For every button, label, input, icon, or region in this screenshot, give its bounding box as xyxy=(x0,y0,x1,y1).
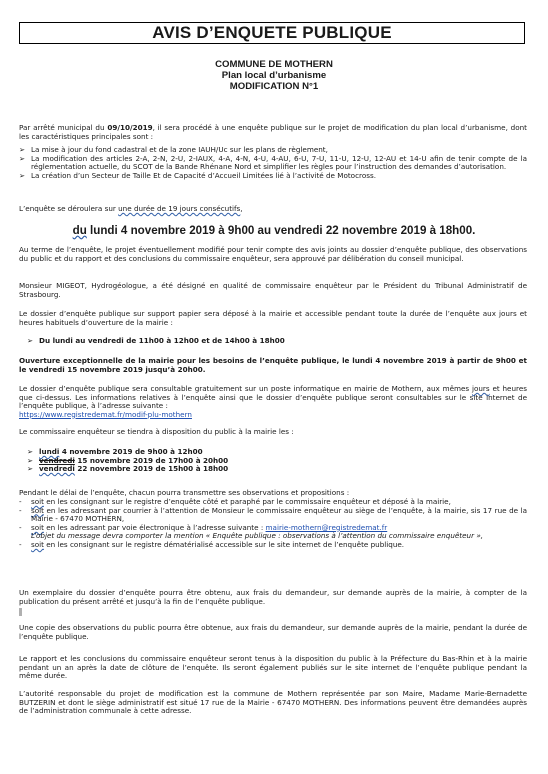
list-item: ➢ La création d’un Secteur de Taille Et de Capacité d’Accueil Limitées lié à l’activité de Motocross. xyxy=(19,170,376,180)
arrow-bullet-icon: ➢ xyxy=(19,170,26,180)
commune-name: COMMUNE DE MOTHERN xyxy=(215,59,333,70)
list-item: ➢ Du lundi au vendredi de 11h00 à 12h00 et de 14h00 à 18h00 xyxy=(27,336,285,345)
list-item: - soit en les adressant par voie électronique à l’adresse suivante : mairie-mothern@registredemat.fr L’objet du message devra comporter la mention « Enquête publique : observations à l’attention du commissaire enquêteur », xyxy=(19,522,484,541)
copy-dossier-paragraph: Un exemplaire du dossier d’enquête pourra être obtenu, aux frais du demandeur, sur demande auprès de la mairie, à compter de la publication du présent arrêté et jusqu’à la fin de l’enquête publique. xyxy=(19,588,527,606)
arrow-bullet-icon: ➢ xyxy=(19,145,26,154)
feature-list xyxy=(19,146,527,180)
contact-email-link[interactable]: mairie-mothern@registredemat.fr xyxy=(265,522,388,532)
arrow-bullet-icon: ➢ xyxy=(19,153,26,163)
list-item: ➢ vendredi 15 novembre 2019 de 17h00 à 20h00 xyxy=(27,455,229,465)
report-paragraph: Le rapport et les conclusions du commissaire enquêteur seront tenus à la disposition du public à la Préfecture du Bas-Rhin et à la mairie pendant un an après la date de clôture de l’enquête. Ils seront également publiés sur le site internet de l’enquête publique pendant la même durée. xyxy=(19,654,527,681)
decree-date: 09/10/2019 xyxy=(107,123,153,132)
dossier-paragraph: Le dossier d’enquête publique sur support papier sera déposé à la mairie et accessible pendant toute la durée de l’enquête aux jours et heures habituels d’ouverture de la mairie : xyxy=(19,309,527,327)
list-item: ➢ lundi 4 novembre 2019 de 9h00 à 12h00 xyxy=(27,447,203,456)
commissaire-paragraph: Monsieur MIGEOT, Hydrogéologue, a été désigné en qualité de commissaire enquêteur par le Président du Tribunal Administratif de Strasbourg. xyxy=(19,281,527,299)
email-subject-note: L’objet du message devra comporter la mention « Enquête publique : observations à l’attention du commissaire enquêteur », xyxy=(31,531,484,541)
list-item: - soit en les consignant sur le registre d’enquête côté et paraphé par le commissaire enquêteur et déposé à la mairie, xyxy=(19,497,451,506)
observations-intro: Pendant le délai de l’enquête, chacun pourra transmettre ses observations et propositions : xyxy=(19,488,350,497)
arrow-bullet-icon: ➢ xyxy=(27,336,34,345)
plan-name: Plan local d’urbanisme xyxy=(221,70,327,81)
list-item: - soit en les adressant par courrier à l’attention de Monsieur le commissaire enquêteur au siège de l’enquête, à la mairie, sis 17 rue de la Mairie - 67470 MOTHERN, xyxy=(19,505,527,524)
arrow-bullet-icon: ➢ xyxy=(27,455,34,465)
list-item: - soit en les consignant sur le registre dématérialisé accessible sur le site internet de l’enquête publique. xyxy=(19,539,405,549)
availability-intro: Le commissaire enquêteur se tiendra à disposition du public à la mairie les : xyxy=(19,427,294,436)
copy-observations-paragraph: Une copie des observations du public pourra être obtenue, aux frais du demandeur, sur demande auprès de la mairie, pendant la durée de l’enquête publique. xyxy=(19,623,527,641)
enquiry-period: du lundi 4 novembre 2019 à 9h00 au vendredi 22 novembre 2019 à 18h00. xyxy=(72,224,476,237)
list-item: ➢ La mise à jour du fond cadastral et de la zone IAUH/Uc sur les plans de règlement, xyxy=(19,145,328,154)
arrow-bullet-icon: ➢ xyxy=(27,447,34,456)
authority-paragraph: L’autorité responsable du projet de modification est la commune de Mothern représentée par son Maire, Madame Marie-Bernadette BUTZERIN et dont le siège administratif est situé 17 rue de la Mairie - 67470 MOTHERN. Des informations peuvent être demandées auprès de l’administration communale à cette adresse. xyxy=(19,689,527,716)
exceptional-opening: Ouverture exceptionnelle de la mairie pour les besoins de l’enquête publique, le lundi 4 novembre 2019 à partir de 9h00 et le vendredi 15 novembre 2019 jusqu’à 20h00. xyxy=(19,356,527,374)
list-item: ➢ La modification des articles 2-A, 2-N, 2-U, 2-IAUX, 4-A, 4-N, 4-U, 4-AU, 6-U, 7-U, 11-U, 12-U, 12-AU et 14-U afin de tenir compte de la réglementation actuelle, du SCOT de la Bande Rhénane Nord et simplifier les règles pour l’instruction des demandes d’autorisation. xyxy=(19,153,527,172)
intro-paragraph: Par arrêté municipal du 09/10/2019, il sera procédé à une enquête publique sur le projet de modification du plan local d’urbanisme, dont les caractéristiques principales sont : xyxy=(19,123,527,141)
list-item: ➢ vendredi 22 novembre 2019 de 15h00 à 18h00 xyxy=(27,464,229,474)
registry-link[interactable]: https://www.registredemat.fr/modif-plu-mothern xyxy=(19,409,192,419)
text-cursor xyxy=(19,608,22,616)
hours-list xyxy=(27,337,527,346)
computer-paragraph: Le dossier d’enquête publique sera consultable gratuitement sur un poste informatique en mairie de Mothern, aux mêmes jours et heures que ci-dessus. Les informations relatives à l’enquête ainsi que le dossier d’enquête publique seront consultables sur le site internet de l’enquête publique, à l’adresse suivante : https://www.registredemat.fr/modif-plu-mothern xyxy=(19,384,527,419)
notice-title: AVIS D’ENQUETE PUBLIQUE xyxy=(19,22,525,44)
observation-list xyxy=(19,498,527,550)
end-paragraph: Au terme de l’enquête, le projet éventuellement modifié pour tenir compte des avis joints au dossier d’enquête publique, des observations du public et du rapport et des conclusions du commissaire enquêteur, sera approuvé par délibération du conseil municipal. xyxy=(19,245,527,263)
permanence-list xyxy=(27,448,527,474)
arrow-bullet-icon: ➢ xyxy=(27,464,34,474)
modification-label: MODIFICATION N°1 xyxy=(229,81,319,92)
duration-paragraph: L’enquête se déroulera sur une durée de 19 jours consécutifs, xyxy=(19,204,243,213)
